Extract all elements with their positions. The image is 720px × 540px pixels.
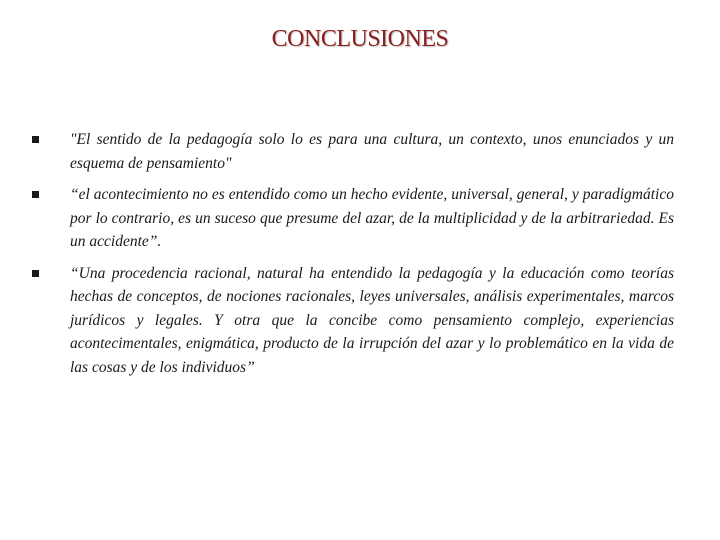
bullet-text: "El sentido de la pedagogía solo lo es para una cultura, un contexto, unos enunciados y un esquema de pensamiento" xyxy=(70,131,674,172)
square-bullet-icon xyxy=(32,270,39,277)
bullet-list xyxy=(28,128,674,387)
bullet-item xyxy=(28,183,674,254)
bullet-item xyxy=(28,262,674,380)
bullet-item xyxy=(28,128,674,175)
square-bullet-icon xyxy=(32,191,39,198)
slide-title: CONCLUSIONES xyxy=(271,26,449,52)
bullet-text: “el acontecimiento no es entendido como un hecho evidente, universal, general, y paradigmático por lo contrario, es un suceso que presume del azar, de la multiplicidad y de la arbitrariedad. Es un accidente”. xyxy=(70,186,674,250)
bullet-text: “Una procedencia racional, natural ha entendido la pedagogía y la educación como teorías hechas de conceptos, de nociones racionales, leyes universales, análisis experimentales, marcos jurídicos y legales. Y otra que la concibe como pensamiento complejo, experiencias acontecimentales, enigmática, producto de la irrupción del azar y lo problemático en la vida de las cosas y de los individuos” xyxy=(70,264,674,376)
square-bullet-icon xyxy=(32,136,39,143)
